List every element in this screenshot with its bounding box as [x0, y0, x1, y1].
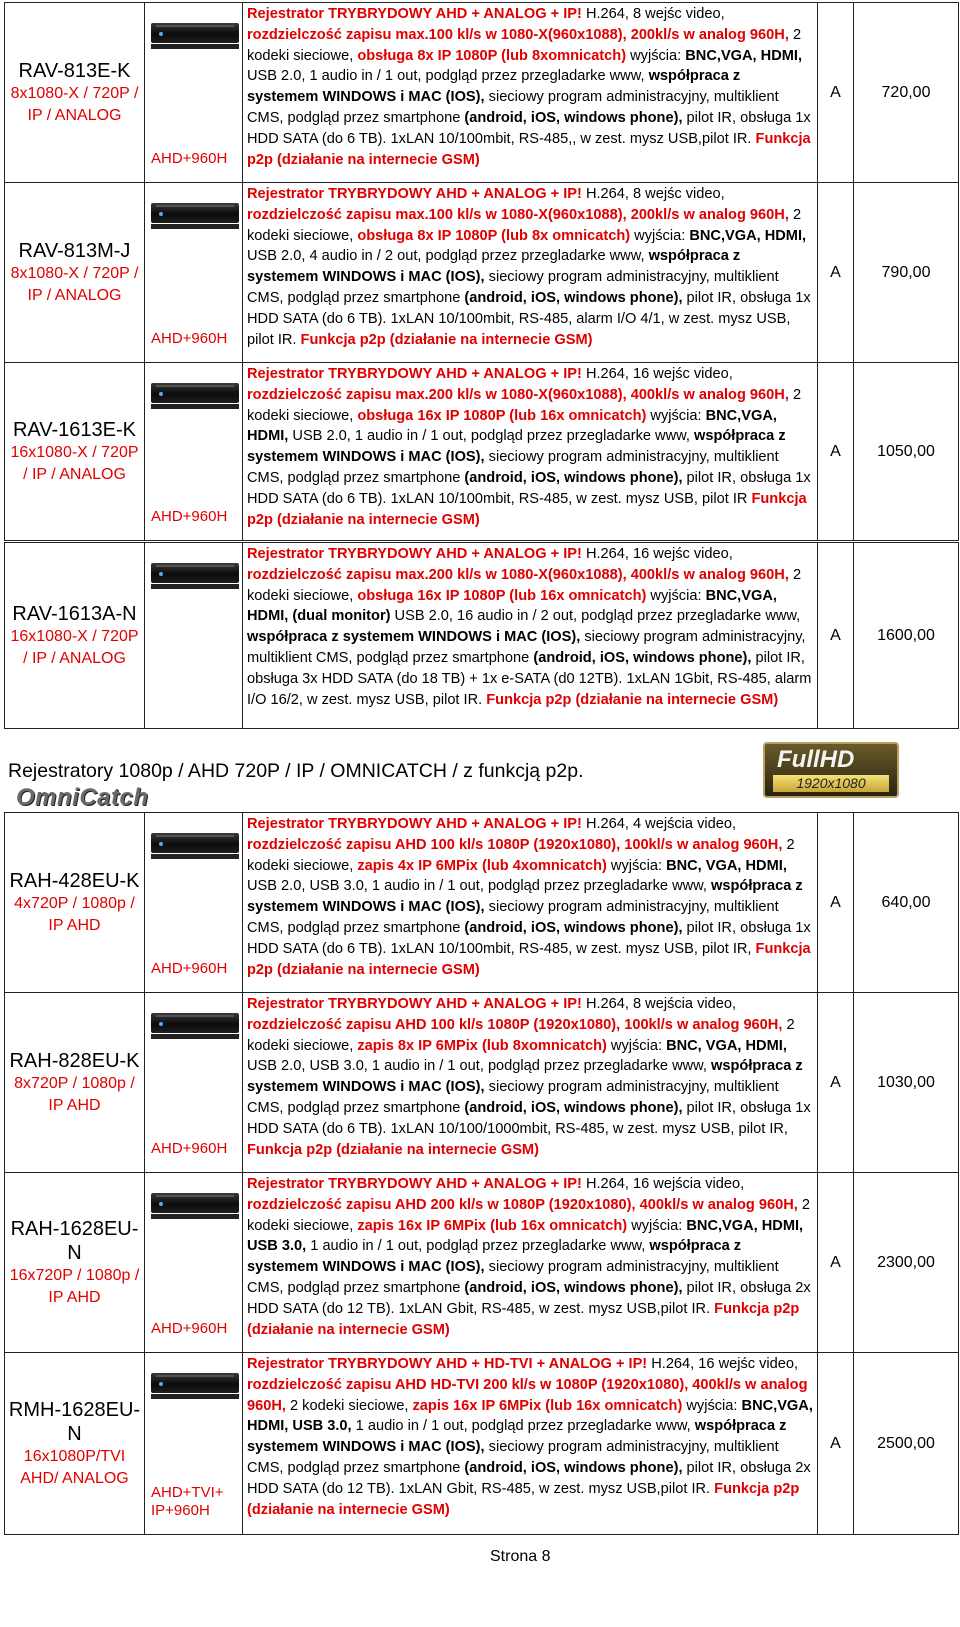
description-segment: Funkcja p2p (działanie na internecie GSM) [300, 331, 593, 348]
dvr-base-icon [151, 584, 239, 589]
dvr-recorder-icon [151, 203, 241, 229]
description-segment: Funkcja p2p (działanie na internecie GSM) [247, 1480, 800, 1518]
image-cell [145, 993, 243, 1173]
channel-type: AHD+960H [151, 1320, 228, 1337]
dvr-body-icon [151, 1013, 239, 1033]
description-segment: 2 kodeki sieciowe, [285, 1397, 413, 1414]
description-segment: pilot IR, obsługa 1x HDD SATA (do 6 TB). 1xLAN 10/100mbit, RS-485, alarm I/O 4/1, w zest. mysz USB, pilot IR. [247, 289, 811, 348]
description-segment: rozdzielczość zapisu max.100 kl/s w 1080-X(960x1088), 200kl/s w analog 960H, [247, 26, 789, 43]
model-spec: 16x1080-X / 720P / IP / ANALOG [10, 443, 139, 483]
description-segment: BNC,VGA, HDMI, [247, 407, 777, 445]
availability-code: A [818, 3, 854, 183]
availability-code: A [818, 813, 854, 993]
price-value: 1030,00 [854, 993, 959, 1173]
model-cell [5, 993, 145, 1173]
model-name: RAH-428EU-K [9, 869, 140, 892]
description-segment: (android, iOS, windows phone), [464, 109, 683, 126]
description-segment: pilot IR, obsługa 1x HDD SATA (do 6 TB). 1xLAN 10/100mbit, RS-485, w zest. mysz USB, pilot IR, [247, 919, 811, 957]
description-segment: H.264, 4 wejścia video, [581, 816, 737, 832]
description-segment: współpraca z systemem WINDOWS i MAC (IOS), [247, 248, 741, 286]
description-segment: zapis 16x IP 6MPix (lub 16x omnicatch) [357, 1217, 628, 1234]
dvr-recorder-icon [151, 1193, 241, 1219]
description-segment: sieciowy program administracyjny, multiklient CMS, podgląd przez smartphone [247, 1259, 779, 1296]
price-value: 1050,00 [854, 363, 959, 541]
description-segment: Funkcja p2p (działanie na internecie GSM) [247, 490, 807, 528]
description-segment: H.264, 16 wejśc video, [581, 366, 733, 382]
product-row [5, 1173, 959, 1353]
description-segment: rozdzielczość zapisu max.200 kl/s w 1080-X(960x1088), 400kl/s w analog 960H, [247, 566, 789, 583]
availability-code: A [818, 543, 854, 729]
description-segment: wyjścia: [630, 227, 690, 244]
description-segment: (android, iOS, windows phone), [464, 1459, 683, 1476]
model-name: RAH-828EU-K [9, 1049, 140, 1072]
channel-type: AHD+960H [151, 330, 228, 347]
description-segment: USB 2.0, 1 audio in / 1 out, podgląd przez przegladarke www, [288, 428, 694, 445]
led-icon [159, 392, 163, 396]
availability-code: A [818, 993, 854, 1173]
description-segment: Funkcja p2p (działanie na internecie GSM) [247, 130, 811, 168]
channel-type: AHD+960H [151, 150, 228, 167]
description-segment: USB 2.0, 4 audio in / 2 out, podgląd przez przegladarke www, [247, 248, 649, 265]
dvr-body-icon [151, 383, 239, 403]
description-segment: USB 2.0, 1 audio in / 1 out, podgląd przez przegladarke www, [247, 68, 649, 85]
description-segment: obsługa 16x IP 1080P (lub 16x omnicatch) [357, 587, 647, 604]
description-segment: wyjścia: [627, 1217, 687, 1234]
description-cell [243, 1353, 818, 1535]
description-cell [243, 363, 818, 541]
description-segment: 1 audio in / 1 out, podgląd przez przegladarke www, [351, 1418, 695, 1435]
channel-type: AHD+960H [151, 508, 228, 525]
description-segment: pilot IR, obsługa 1x HDD SATA (do 6 TB). 1xLAN 10/100/1000mbit, RS-485, w zest. mysz USB, pilot IR, [247, 1099, 811, 1137]
description-segment: sieciowy program administracyjny, multiklient CMS, podgląd przez smartphone [247, 89, 779, 126]
section-heading: Rejestratory 1080p / AHD 720P / IP / OMNICATCH / z funkcją p2p. [8, 760, 584, 782]
description-segment: (android, iOS, windows phone), [464, 469, 683, 486]
description-segment: BNC,VGA, HDMI, [685, 47, 803, 64]
description-segment: H.264, 16 wejśc video, [581, 546, 733, 562]
channel-type: AHD+TVI+ IP+960H [151, 1484, 224, 1519]
description-segment: 1 audio in / 1 out, podgląd przez przegladarke www, [306, 1238, 650, 1255]
model-spec: 8x720P / 1080p / IP AHD [14, 1074, 135, 1114]
model-cell [5, 3, 145, 183]
page-number: Strona 8 [490, 1548, 551, 1565]
description-segment: zapis 16x IP 6MPix (lub 16x omnicatch) [412, 1397, 683, 1414]
product-table-3 [4, 812, 959, 1535]
description-segment: Funkcja p2p (działanie na internecie GSM) [247, 940, 811, 978]
product-row [5, 813, 959, 993]
description-segment: obsługa 8x IP 1080P (lub 8xomnicatch) [357, 47, 627, 64]
omnicatch-logo: OmniCatch [16, 784, 149, 811]
dvr-base-icon [151, 1394, 239, 1399]
model-name: RAV-813M-J [18, 239, 131, 262]
description-cell [243, 993, 818, 1173]
description-segment: wyjścia: [646, 407, 706, 424]
description-segment: H.264, 8 wejśc video, [581, 6, 725, 22]
description-segment: USB 2.0, 16 audio in / 2 out, podgląd przez przegladarke www, [390, 608, 801, 625]
dvr-base-icon [151, 44, 239, 49]
dvr-body-icon [151, 563, 239, 583]
description-segment: (android, iOS, windows phone), [533, 649, 752, 666]
description-segment: BNC,VGA, HDMI, (dual monitor) [247, 587, 777, 625]
model-name: RAV-813E-K [18, 59, 131, 82]
image-cell [145, 1173, 243, 1353]
price-value: 1600,00 [854, 543, 959, 729]
description-segment: 2 kodeki sieciowe, [247, 206, 802, 244]
product-row [5, 363, 959, 541]
dvr-recorder-icon [151, 23, 241, 49]
description-segment: sieciowy program administracyjny, multiklient CMS, podgląd przez smartphone [247, 269, 779, 306]
model-spec: 4x720P / 1080p / IP AHD [14, 894, 135, 934]
description-segment: współpraca z systemem WINDOWS i MAC (IOS), [247, 878, 803, 916]
description-segment: BNC, VGA, HDMI, [666, 1037, 787, 1054]
dvr-base-icon [151, 1214, 239, 1219]
led-icon [159, 1202, 163, 1206]
description-segment: BNC,VGA, HDMI, USB 3.0, [247, 1217, 804, 1255]
model-spec: 16x1080P/TVI AHD/ ANALOG [20, 1447, 129, 1487]
description-segment: wyjścia: [606, 857, 667, 874]
description-segment: Rejestrator TRYBRYDOWY AHD + ANALOG + IP! [247, 186, 582, 202]
description-segment: pilot IR, obsługa 3x HDD SATA (do 18 TB) + 1x e-SATA (d0 12TB). 1xLAN 1Gbit, RS-485, alarm I/O 16/2, w zest. mysz USB, pilot IR. [247, 649, 812, 708]
model-cell [5, 1173, 145, 1353]
model-cell [5, 1353, 145, 1535]
description-segment: wyjścia: [682, 1397, 742, 1414]
description-segment: BNC,VGA, HDMI, [689, 227, 807, 244]
description-segment: USB 2.0, USB 3.0, 1 audio in / 1 out, podgląd przez przegladarke www, [247, 1058, 712, 1075]
description-segment: H.264, 16 wejśc video, [647, 1356, 799, 1372]
dvr-body-icon [151, 203, 239, 223]
description-segment: sieciowy program administracyjny, multiklient CMS, podgląd przez smartphone [247, 629, 806, 666]
description-segment: Rejestrator TRYBRYDOWY AHD + ANALOG + IP! [247, 996, 582, 1012]
product-row [5, 3, 959, 183]
description-segment: Funkcja p2p (działanie na internecie GSM) [247, 1141, 539, 1158]
model-cell [5, 813, 145, 993]
image-cell [145, 3, 243, 183]
description-cell [243, 183, 818, 363]
led-icon [159, 572, 163, 576]
model-cell [5, 543, 145, 729]
availability-code: A [818, 363, 854, 541]
description-segment: współpraca z systemem WINDOWS i MAC (IOS), [247, 629, 581, 646]
channel-type: AHD+960H [151, 1140, 228, 1157]
dvr-base-icon [151, 224, 239, 229]
price-value: 790,00 [854, 183, 959, 363]
description-segment: 2 kodeki sieciowe, [247, 1196, 810, 1234]
product-row [5, 543, 959, 729]
description-segment: (android, iOS, windows phone), [464, 1279, 683, 1296]
description-segment: BNC,VGA, HDMI, USB 3.0, [247, 1397, 813, 1435]
description-segment: USB 2.0, USB 3.0, 1 audio in / 1 out, podgląd przez przegladarke www, [247, 878, 712, 895]
dvr-recorder-icon [151, 383, 241, 409]
description-segment: H.264, 8 wejśc video, [581, 186, 725, 202]
dvr-body-icon [151, 833, 239, 853]
availability-code: A [818, 1173, 854, 1353]
dvr-body-icon [151, 1193, 239, 1213]
model-name: RAV-1613E-K [12, 418, 137, 441]
product-row [5, 183, 959, 363]
description-segment: BNC, VGA, HDMI, [666, 857, 787, 874]
description-segment: Rejestrator TRYBRYDOWY AHD + HD-TVI + ANALOG + IP! [247, 1356, 648, 1372]
product-row [5, 993, 959, 1173]
availability-code: A [818, 183, 854, 363]
description-segment: współpraca z systemem WINDOWS i MAC (IOS), [247, 1238, 742, 1276]
description-segment: wyjścia: [626, 47, 686, 64]
description-segment: Funkcja p2p (działanie na internecie GSM) [486, 691, 779, 708]
description-segment: rozdzielczość zapisu max.200 kl/s w 1080-X(960x1088), 400kl/s w analog 960H, [247, 386, 789, 403]
price-value: 2300,00 [854, 1173, 959, 1353]
channel-type: AHD+960H [151, 960, 228, 977]
description-segment: (android, iOS, windows phone), [464, 289, 683, 306]
description-segment: pilot IR, obsługa 1x HDD SATA (do 6 TB). 1xLAN 10/100mbit, RS-485,, w zest. mysz USB,pilot IR. [247, 109, 811, 147]
model-name: RAH-1628EU-N [10, 1217, 139, 1264]
image-cell [145, 813, 243, 993]
description-segment: 2 kodeki sieciowe, [247, 386, 802, 424]
description-segment: sieciowy program administracyjny, multiklient CMS, podgląd przez smartphone [247, 1439, 779, 1476]
dvr-base-icon [151, 1034, 239, 1039]
dvr-base-icon [151, 854, 239, 859]
description-segment: sieciowy program administracyjny, multiklient CMS, podgląd przez smartphone [247, 449, 779, 486]
fullhd-logo [763, 742, 899, 798]
model-cell [5, 183, 145, 363]
description-segment: rozdzielczość zapisu AHD 200 kl/s w 1080P (1920x1080), 400kl/s w analog 960H, [247, 1196, 798, 1213]
description-segment: rozdzielczość zapisu AHD HD-TVI 200 kl/s w 1080P (1920x1080), 400kl/s w analog 960H, [247, 1376, 808, 1414]
model-name: RAV-1613A-N [12, 602, 137, 625]
description-segment: obsługa 8x IP 1080P (lub 8x omnicatch) [357, 227, 631, 244]
description-segment: wyjścia: [646, 587, 706, 604]
product-row [5, 1353, 959, 1535]
description-cell [243, 1173, 818, 1353]
description-segment: współpraca z systemem WINDOWS i MAC (IOS), [247, 68, 741, 106]
led-icon [159, 1022, 163, 1026]
description-segment: Rejestrator TRYBRYDOWY AHD + ANALOG + IP! [247, 816, 582, 832]
image-cell [145, 543, 243, 729]
description-segment: zapis 4x IP 6MPix (lub 4xomnicatch) [357, 857, 607, 874]
model-spec: 8x1080-X / 720P / IP / ANALOG [10, 264, 139, 304]
description-segment: Funkcja p2p (działanie na internecie GSM) [247, 1300, 800, 1338]
description-segment: (android, iOS, windows phone), [464, 1099, 683, 1116]
availability-code: A [818, 1353, 854, 1535]
description-segment: Rejestrator TRYBRYDOWY AHD + ANALOG + IP! [247, 6, 582, 22]
description-segment: Rejestrator TRYBRYDOWY AHD + ANALOG + IP! [247, 366, 582, 382]
description-segment: sieciowy program administracyjny, multiklient CMS, podgląd przez smartphone [247, 899, 779, 936]
description-segment: (android, iOS, windows phone), [464, 919, 683, 936]
description-segment: rozdzielczość zapisu AHD 100 kl/s 1080P (1920x1080), 100kl/s w analog 960H, [247, 836, 783, 853]
description-segment: rozdzielczość zapisu AHD 100 kl/s 1080P (1920x1080), 100kl/s w analog 960H, [247, 1016, 783, 1033]
image-cell [145, 1353, 243, 1535]
description-segment: współpraca z systemem WINDOWS i MAC (IOS), [247, 428, 786, 466]
description-cell [243, 3, 818, 183]
product-table-2 [4, 542, 959, 729]
description-segment: 2 kodeki sieciowe, [247, 1016, 795, 1054]
description-segment: H.264, 16 wejścia video, [581, 1176, 745, 1192]
fullhd-resolution-text: 1920x1080 [773, 775, 889, 792]
led-icon [159, 1382, 163, 1386]
image-cell [145, 183, 243, 363]
model-spec: 8x1080-X / 720P / IP / ANALOG [10, 84, 139, 124]
dvr-recorder-icon [151, 833, 241, 859]
model-spec: 16x1080-X / 720P / IP / ANALOG [10, 627, 139, 667]
dvr-recorder-icon [151, 1373, 241, 1399]
description-segment: 2 kodeki sieciowe, [247, 566, 802, 604]
description-segment: Rejestrator TRYBRYDOWY AHD + ANALOG + IP! [247, 546, 582, 562]
description-segment: sieciowy program administracyjny, multiklient CMS, podgląd przez smartphone [247, 1079, 779, 1116]
dvr-recorder-icon [151, 563, 241, 589]
description-segment: pilot IR, obsługa 1x HDD SATA (do 6 TB). 1xLAN 10/100mbit, RS-485, w zest. mysz USB, pilot IR [247, 469, 811, 507]
led-icon [159, 842, 163, 846]
led-icon [159, 32, 163, 36]
description-segment: współpraca z systemem WINDOWS i MAC (IOS), [247, 1058, 803, 1096]
model-cell [5, 363, 145, 541]
description-segment: rozdzielczość zapisu max.100 kl/s w 1080-X(960x1088), 200kl/s w analog 960H, [247, 206, 789, 223]
led-icon [159, 212, 163, 216]
description-segment: 2 kodeki sieciowe, [247, 836, 795, 874]
price-value: 720,00 [854, 3, 959, 183]
description-segment: zapis 8x IP 6MPix (lub 8xomnicatch) [357, 1037, 607, 1054]
description-segment: H.264, 8 wejścia video, [581, 996, 737, 1012]
dvr-recorder-icon [151, 1013, 241, 1039]
dvr-body-icon [151, 1373, 239, 1393]
product-table-1 [4, 2, 959, 541]
description-segment: pilot IR, obsługa 2x HDD SATA (do 12 TB). 1xLAN Gbit, RS-485, w zest. mysz USB,pilot IR. [247, 1279, 811, 1317]
model-name: RMH-1628EU-N [8, 1398, 141, 1445]
price-value: 640,00 [854, 813, 959, 993]
image-cell [145, 363, 243, 541]
description-segment: Rejestrator TRYBRYDOWY AHD + ANALOG + IP! [247, 1176, 582, 1192]
description-cell [243, 813, 818, 993]
description-cell [243, 543, 818, 729]
model-spec: 16x720P / 1080p / IP AHD [9, 1266, 140, 1306]
description-segment: obsługa 16x IP 1080P (lub 16x omnicatch) [357, 407, 647, 424]
description-segment: 2 kodeki sieciowe, [247, 26, 802, 64]
dvr-base-icon [151, 404, 239, 409]
fullhd-logo-text: FullHD [777, 746, 855, 773]
price-value: 2500,00 [854, 1353, 959, 1535]
description-segment: wyjścia: [606, 1037, 667, 1054]
description-segment: pilot IR, obsługa 2x HDD SATA (do 12 TB). 1xLAN Gbit, RS-485, w zest. mysz USB,pilot IR. [247, 1459, 811, 1497]
description-segment: współpraca z systemem WINDOWS i MAC (IOS), [247, 1418, 787, 1456]
dvr-body-icon [151, 23, 239, 43]
